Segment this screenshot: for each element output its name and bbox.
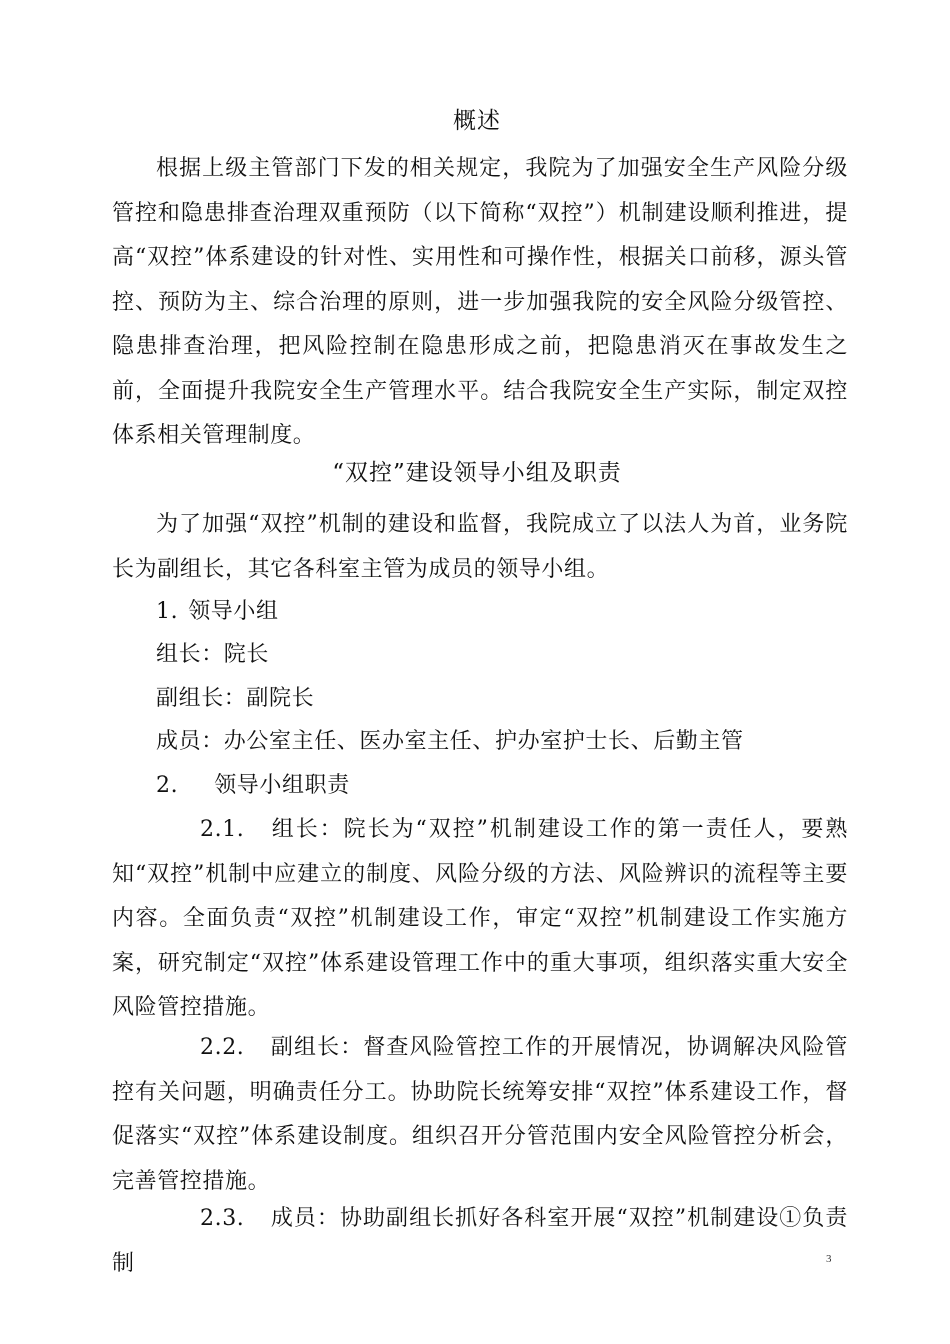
- section-heading: “双控”建设领导小组及职责: [332, 460, 622, 486]
- duty-2-2-text: 副组长：督查风险管控工作的开展情况，协调解决风险管控有关问题，明确责任分工。协助院长统筹安排“双控”体系建设工作，督促落实“双控”体系建设制度。组织召开分管范围内安全风险管控分析会，完善管控措施。: [112, 1035, 848, 1194]
- deputy-line: 副组长：副院长: [156, 686, 315, 711]
- item1-heading: [156, 597, 279, 627]
- section-intro-paragraph: 为了加强“双控”机制的建设和监督，我院成立了以法人为首，业务院长为副组长，其它各科室主管为成员的领导小组。: [112, 512, 848, 582]
- duty-2-3-text: 成员：协助副组长抓好各科室开展“双控”机制建设①负责制: [112, 1206, 848, 1276]
- item2-title: 领导小组职责: [214, 773, 350, 798]
- item2-heading: [156, 771, 350, 801]
- item2-number: 2.: [156, 773, 179, 798]
- duty-2-2-number: 2.2.: [200, 1035, 245, 1060]
- duty-2-3-paragraph: [112, 1197, 848, 1286]
- item1-title: 领导小组: [188, 599, 279, 624]
- duty-2-3-number: 2.3.: [200, 1206, 245, 1231]
- intro-paragraph: 根据上级主管部门下发的相关规定，我院为了加强安全生产风险分级管控和隐患排查治理双重预防（以下简称“双控”）机制建设顺利推进，提高“双控”体系建设的针对性、实用性和可操作性，根据关口前移，源头管控、预防为主、综合治理的原则，进一步加强我院的安全风险分级管控、隐患排查治理，把风险控制在隐患形成之前，把隐患消灭在事故发生之前，全面提升我院安全生产管理水平。结合我院安全生产实际，制定双控体系相关管理制度。: [112, 156, 848, 448]
- leader-line: 组长：院长: [156, 642, 270, 667]
- duty-2-2-paragraph: [112, 1026, 848, 1204]
- members-line: 成员：办公室主任、医办室主任、护办室护士长、后勤主管: [156, 729, 744, 754]
- duty-2-1-paragraph: [112, 808, 848, 1031]
- document-title: 概述: [453, 108, 501, 134]
- duty-2-1-number: 2.1.: [200, 817, 245, 842]
- item1-number: 1.: [156, 599, 179, 624]
- duty-2-1-text: 组长：院长为“双控”机制建设工作的第一责任人，要熟知“双控”机制中应建立的制度、风险分级的方法、风险辨识的流程等主要内容。全面负责“双控”机制建设工作，审定“双控”机制建设工作实施方案，研究制定“双控”体系建设管理工作中的重大事项，组织落实重大安全风险管控措施。: [112, 817, 848, 1020]
- page-number: 3: [826, 1253, 832, 1265]
